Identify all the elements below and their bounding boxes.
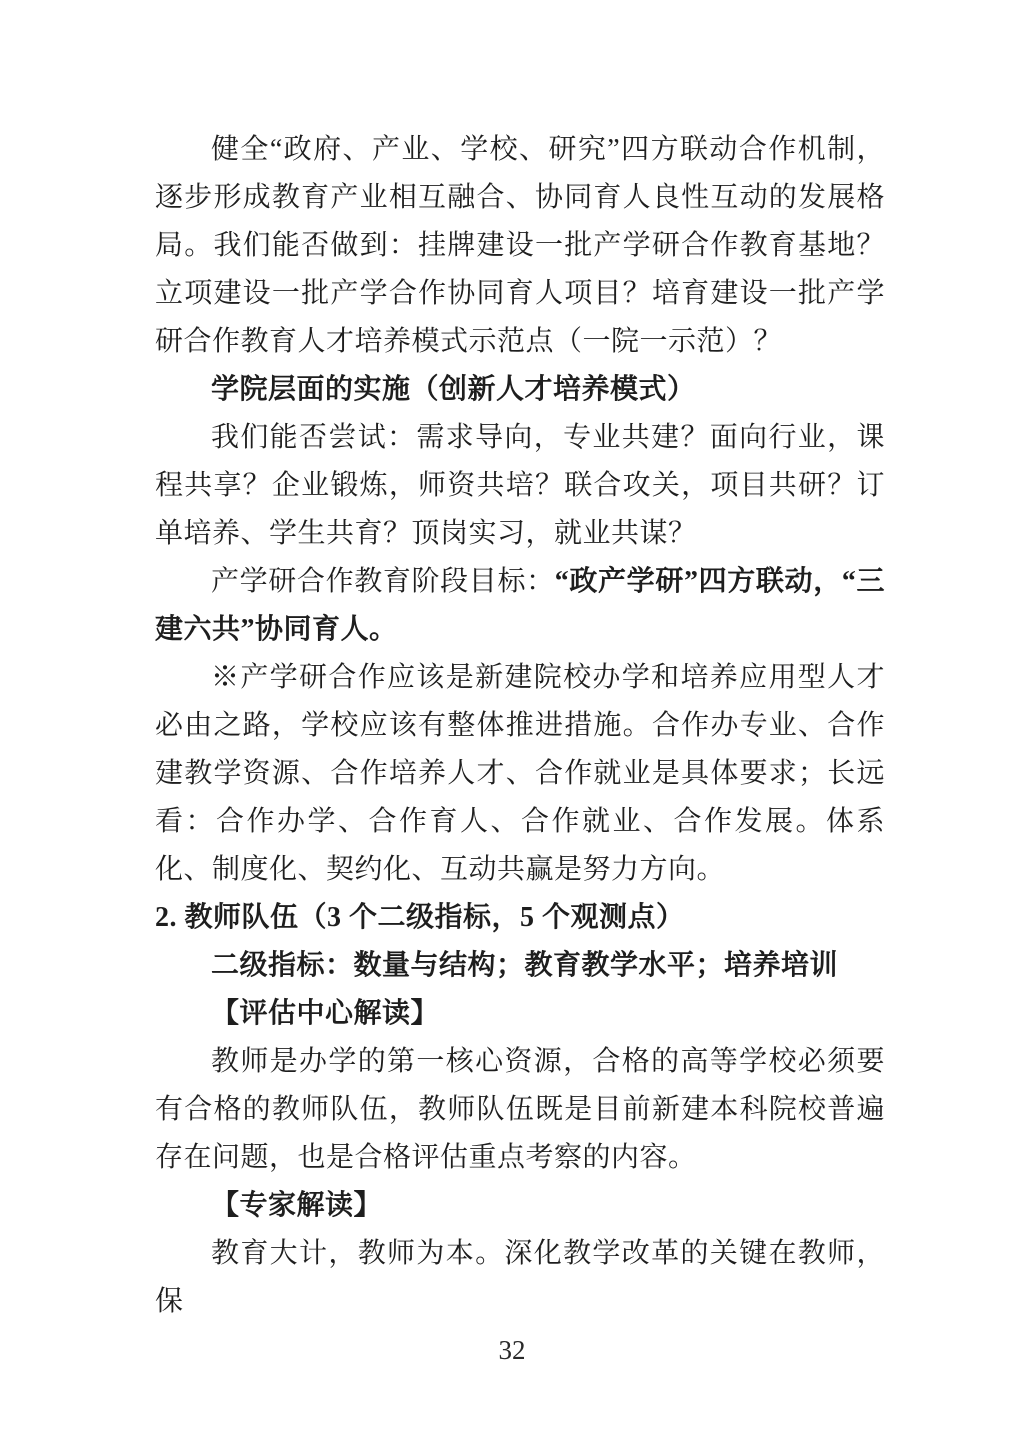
paragraph-can-we-try: 我们能否尝试：需求导向，专业共建？面向行业，课程共享？企业锻炼，师资共培？联合攻关，项目共研？订单培养、学生共育？顶岗实习，就业共谋？ (155, 422, 885, 549)
paragraph-note-cooperation-path: ※产学研合作应该是新建院校办学和培养应用型人才必由之路，学校应该有整体推进措施。合作办专业、合作建教学资源、合作培养人才、合作就业是具体要求；长远看：合作办学、合作育人、合作就业、合作发展。体系化、制度化、契约化、互动共赢是努力方向。 (155, 662, 885, 885)
paragraph-teachers-core-resource: 教师是办学的第一核心资源，合格的高等学校必须要有合格的教师队伍，教师队伍既是目前新建本科院校普遍存在问题，也是合格评估重点考察的内容。 (155, 1046, 885, 1173)
heading-section-2-teacher-team: 2. 教师队伍（3 个二级指标，5 个观测点） (155, 902, 685, 933)
paragraph-stage-goal (155, 558, 885, 654)
paragraph-education-plan-teachers: 教育大计，教师为本。深化教学改革的关键在教师，保 (155, 1238, 885, 1317)
paragraph-four-party-mechanism: 健全“政府、产业、学校、研究”四方联动合作机制，逐步形成教育产业相互融合、协同育人良性互动的发展格局。我们能否做到：挂牌建设一批产学研合作教育基地？立项建设一批产学合作协同育人项目？培育建设一批产学研合作教育人才培养模式示范点（一院一示范）？ (155, 134, 885, 357)
heading-expert-interpretation: 【专家解读】 (211, 1190, 383, 1221)
heading-secondary-indicators: 二级指标：数量与结构；教育教学水平；培养培训 (211, 950, 839, 981)
heading-college-level-implementation: 学院层面的实施（创新人才培养模式） (211, 374, 696, 405)
heading-evaluation-center-interpretation: 【评估中心解读】 (211, 998, 440, 1029)
page-number: 32 (498, 1335, 526, 1365)
stage-goal-lead-text: 产学研合作教育阶段目标： (211, 566, 555, 597)
stage-goal-emphasis-text: “政产学研”四方联动，“三建六共”协同育人。 (155, 566, 885, 645)
text-block (155, 126, 885, 1326)
